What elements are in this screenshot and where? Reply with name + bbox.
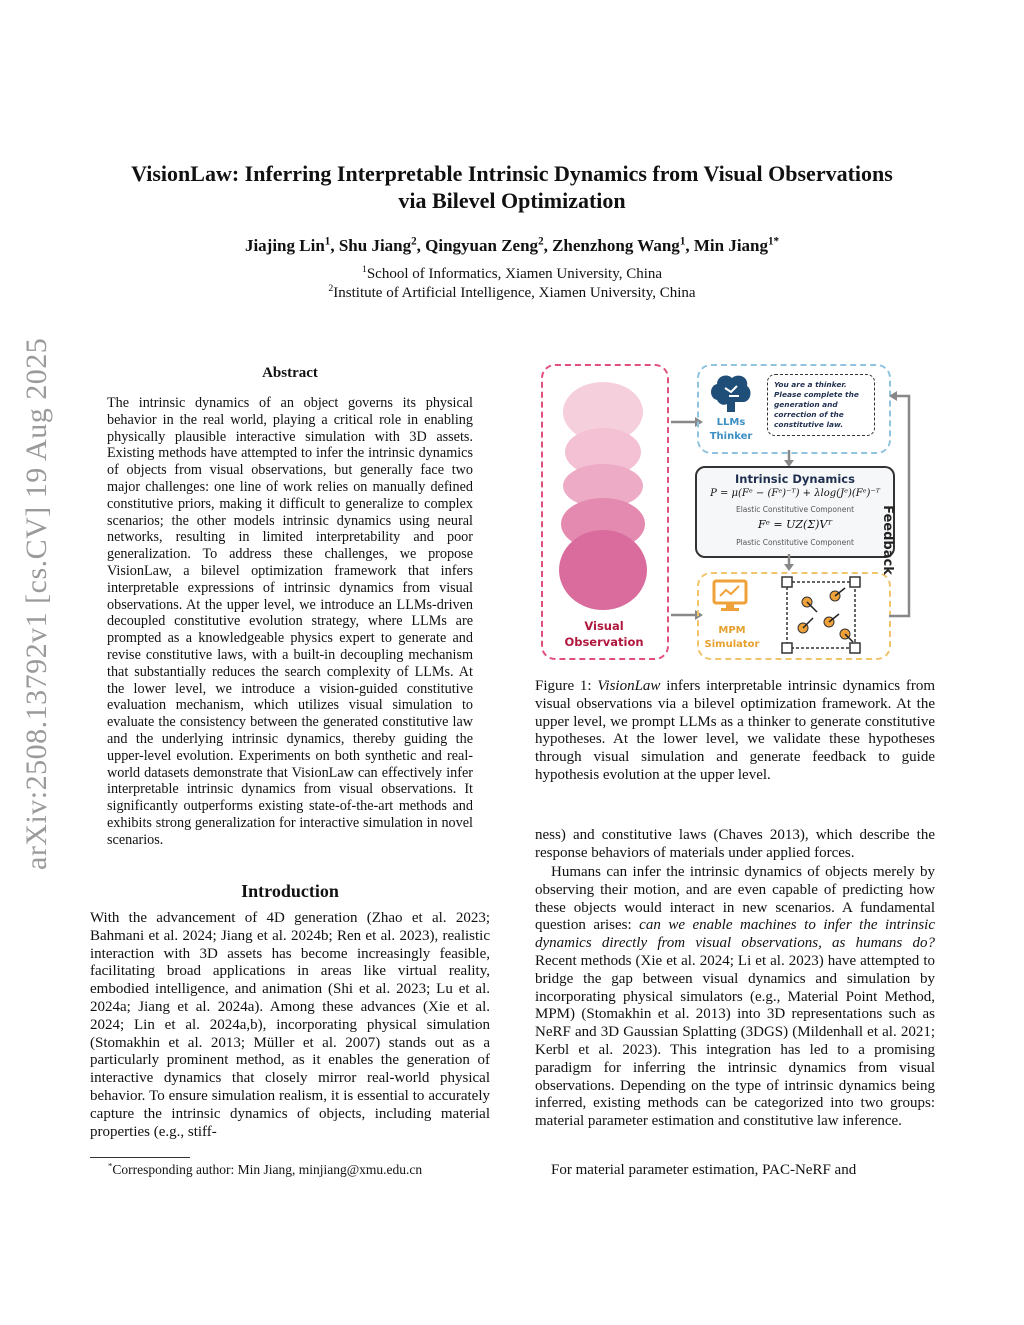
- author-list: Jiajing Lin$^1$, Shu Jiang$^2$, Qingyuan Zeng$^2$, Zhenzhong Wang$^1$, Min Jiang$^{1*}$: [244, 235, 780, 255]
- figure-caption: Figure 1: VisionLaw infers interpretable intrinsic dynamics from visual observations via a bilevel optimization framework. At the upper level, we prompt LLMs as a thinker to generate constitutive hypotheses. At the lower level, we validate these hypotheses through visual simulation and generate feedback to guide hypothesis evolution at the upper level.: [535, 678, 935, 783]
- abstract-heading: Abstract: [262, 365, 318, 381]
- author: Shu Jiang$^2$: [338, 235, 417, 255]
- monitor-icon: [711, 578, 751, 612]
- elastic-component-label: Elastic Constitutive Component: [735, 505, 855, 514]
- author: Zhenzhong Wang$^1$: [552, 235, 686, 255]
- mpm-simulator-label: MPM Simulator: [704, 625, 760, 650]
- title-line-2: via Bilevel Optimization: [398, 188, 626, 213]
- author: Min Jiang$^{1*}$: [693, 235, 780, 255]
- brain-icon: [707, 370, 753, 416]
- introduction-paragraph: With the advancement of 4D generation (Zhao et al. 2023; Bahmani et al. 2024; Jiang et al. 2024b; Ren et al. 2023), realistic interaction with 3D assets has become increasingly feasible, facilitating broad applications in areas like virtual reality, embodied intelligence, and animation (Shi et al. 2023; Lu et al. 2024a; Jiang et al. 2024a). Among these advances (Xie et al. 2024; Lin et al. 2024a,b), incorporating physical simulation (Stomakhin et al. 2013; Müller et al. 2007) stands out as a particularly prominent method, as it enables the generation of interactive dynamics that closely mirror real-world physical behavior. To ensure simulation realism, it is essential to accurately capture the intrinsic dynamics of objects, including material properties (e.g., stiff-: [90, 910, 490, 1140]
- object-deformation-frames: [555, 374, 655, 624]
- plastic-component-label: Plastic Constitutive Component: [736, 538, 854, 547]
- llm-thinker-label: LLMs Thinker: [709, 417, 753, 442]
- intrinsic-dynamics-title: Intrinsic Dynamics: [735, 472, 855, 486]
- body-paragraph: For material parameter estimation, PAC-NeRF and: [551, 1162, 857, 1178]
- paper-title: [80, 160, 944, 214]
- affiliation: $^1$School of Informatics, Xiamen University, China: [361, 264, 663, 282]
- affiliation: $^2$Institute of Artificial Intelligence, Xiamen University, China: [328, 283, 696, 301]
- particle-grid: [773, 572, 869, 656]
- down-arrow-2: [781, 554, 797, 572]
- prompt-bubble: You are a thinker. Please complete the generation and correction of the constitutive law.: [767, 374, 875, 436]
- abstract-body: The intrinsic dynamics of an object governs its physical behavior in the real world, playing a critical role in enabling physically plausible interactive simulation with 3D assets. Existing methods have attempted to infer the intrinsic dynamics of objects from visual observations, but generally face two major challenges: one line of work relies on manually defined constitutive priors, making it difficult to generalize to complex scenarios; the other models intrinsic dynamics using neural networks, resulting in limited interpretability and poor generalization. To address these challenges, we propose VisionLaw, a bilevel optimization framework that infers interpretable expressions of intrinsic dynamics from visual observations. At the upper level, we introduce an LLMs-driven decoupled constitutive evolution strategy, where LLMs are prompted as a knowledgeable physics expert to generate and revise constitutive laws, with a built-in decoupling mechanism that substantially reduces the search complexity of LLMs. At the lower level, we introduce a vision-guided constitutive evaluation mechanism, which utilizes visual simulation to evaluate the consistency between the generated constitutive law and the underlying intrinsic dynamics, thereby guiding the upper-level evolution. Experiments on both synthetic and real-world datasets demonstrate that VisionLaw can effectively infer interpretable intrinsic dynamics from visual observations. It significantly outperforms existing state-of-the-art methods and exhibits strong generalization for interactive simulation in novel scenarios.: [107, 395, 473, 848]
- feedback-label: Feedback: [880, 505, 895, 575]
- elastic-equation: P = μ(Fᵉ − (Fᵉ)⁻ᵀ) + λlog(Jᵉ)(Fᵉ)⁻ᵀ: [710, 488, 880, 499]
- footnote-rule: [90, 1157, 190, 1158]
- body-paragraph: ness) and constitutive laws (Chaves 2013), which describe the response behaviors of materials under applied forces.: [535, 827, 935, 861]
- title-line-1: VisionLaw: Inferring Interpretable Intrinsic Dynamics from Visual Observations: [131, 161, 893, 186]
- introduction-heading: Introduction: [241, 881, 339, 901]
- figure-1: [535, 360, 935, 670]
- arxiv-identifier: arXiv:2508.13792v1 [cs.CV] 19 Aug 2025: [20, 337, 53, 870]
- author: Qingyuan Zeng$^2$: [425, 235, 544, 255]
- body-paragraph: Humans can infer the intrinsic dynamics of objects merely by observing their motion, and are even capable of predicting how these objects would interact in new scenarios. A fundamental question arises: can we enable machines to infer the intrinsic dynamics directly from visual observations, as humans do? Recent methods (Xie et al. 2024; Li et al. 2023) have attempted to bridge the gap between visual dynamics and simulation by incorporating physical simulators (e.g., Material Point Method, MPM) (Stomakhin et al. 2013) into 3D representations such as NeRF and 3D Gaussian Splatting (3DGS) (Mildenhall et al. 2021; Kerbl et al. 2023). This integration has led to a promising paradigm for inferring the intrinsic dynamics from visual observations. Depending on the type of intrinsic dynamics being inferred, existing methods can be categorized into two groups: material parameter estimation and constitutive law inference.: [535, 864, 936, 1130]
- author: Jiajing Lin$^1$: [244, 235, 331, 255]
- plastic-equation: Fᵉ = UZ(Σ)Vᵀ: [758, 518, 832, 531]
- visual-observation-label: Visual Observation: [564, 619, 644, 649]
- footnote: *Corresponding author: Min Jiang, minjiang@xmu.edu.cn: [108, 1160, 423, 1177]
